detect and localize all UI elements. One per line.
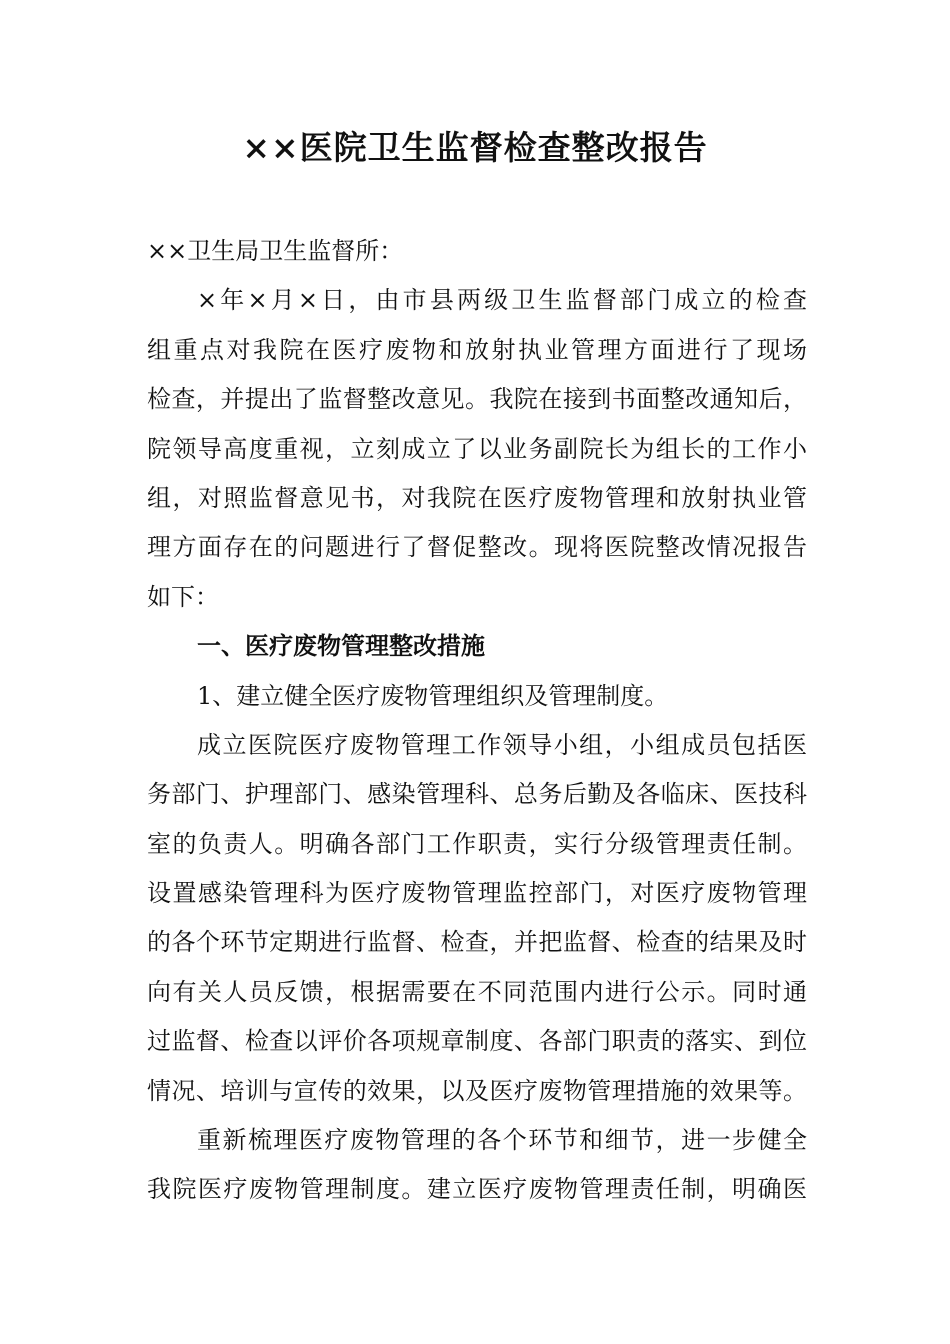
subsection-heading: 1、建立健全医疗废物管理组织及管理制度。 [197,681,669,710]
paragraph-line: 成立医院医疗废物管理工作领导小组，小组成员包括医 [197,730,807,759]
document-body [147,227,807,1215]
paragraph-line: 如下： [147,582,219,611]
paragraph-line: 重新梳理医疗废物管理的各个环节和细节，进一步健全 [197,1126,807,1155]
paragraph-line: 我院医疗废物管理制度。建立医疗废物管理责任制，明确医 [147,1175,807,1204]
paragraph-line: 理方面存在的问题进行了督促整改。现将医院整改情况报告 [147,533,807,562]
paragraph-line: 向有关人员反馈，根据需要在不同范围内进行公示。同时通 [147,977,807,1006]
paragraph-line: 过监督、检查以评价各项规章制度、各部门职责的落实、到位 [147,1027,807,1056]
paragraph-line: 检查，并提出了监督整改意见。我院在接到书面整改通知后， [147,385,807,414]
paragraph-line: 设置感染管理科为医疗废物管理监控部门，对医疗废物管理 [147,879,807,908]
paragraph-line: 情况、培训与宣传的效果，以及医疗废物管理措施的效果等。 [147,1076,807,1105]
paragraph-line: 院领导高度重视，立刻成立了以业务副院长为组长的工作小 [147,434,807,463]
paragraph-line: 组重点对我院在医疗废物和放射执业管理方面进行了现场 [147,335,807,364]
section-heading: 一、医疗废物管理整改措施 [197,632,485,661]
paragraph-line: 的各个环节定期进行监督、检查，并把监督、检查的结果及时 [147,928,807,957]
salutation-line: ××卫生局卫生监督所： [147,237,404,265]
paragraph-line: 室的负责人。明确各部门工作职责，实行分级管理责任制。 [147,829,807,858]
paragraph-line: 务部门、护理部门、感染管理科、总务后勤及各临床、医技科 [147,780,807,809]
paragraph-line: 组，对照监督意见书，对我院在医疗废物管理和放射执业管 [147,483,807,512]
document-title: ××医院卫生监督检查整改报告 [242,128,708,167]
paragraph-line: ×年×月×日，由市县两级卫生监督部门成立的检查 [197,286,807,315]
